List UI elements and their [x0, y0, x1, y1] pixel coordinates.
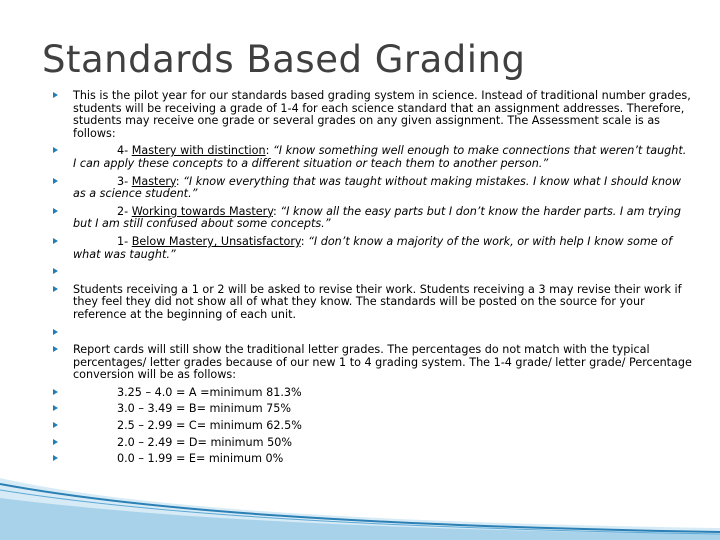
bullet-grade-c — [52, 420, 692, 433]
level-quote: “I know all the easy parts but I don’t know the harder parts. I am trying but I am still confused about some concepts.” — [73, 204, 681, 231]
level-name: Below Mastery, Unsatisfactory — [131, 234, 301, 248]
level-quote: “I know something well enough to make connections that weren’t taught. I can apply these concepts to a different situation or teach them to another person.” — [73, 144, 687, 170]
grade-conversion: 3.0 – 3.49 = B= minimum 75% — [117, 402, 292, 416]
bullet-level-2: 2- Working towards Mastery: “I know all the easy parts but I don’t know the harder parts. I am trying but I am still confused about some concepts.” — [52, 206, 692, 231]
bullet-arrow-icon — [53, 208, 58, 214]
level-name: Working towards Mastery — [131, 204, 274, 218]
level-number: 1- — [117, 234, 129, 248]
bullet-arrow-icon — [53, 439, 58, 445]
bullet-empty — [52, 327, 692, 340]
level-number: 4- — [117, 144, 129, 158]
grade-conversion: 0.0 – 1.99 = E= minimum 0% — [117, 452, 284, 466]
decorative-wave — [0, 450, 720, 540]
bullet-arrow-icon — [53, 405, 58, 411]
bullet-level-1: 1- Below Mastery, Unsatisfactory: “I don’t know a majority of the work, or with help I know some of what was taught.” — [52, 236, 692, 261]
bullet-level-3: 3- Mastery: “I know everything that was taught without making mistakes. I know what I should know as a science student.” — [52, 176, 692, 201]
bullet-level-4: 4- Mastery with distinction: “I know something well enough to make connections that weren’t taught. I can apply these concepts to a different situation or teach them to another person.” — [52, 145, 692, 170]
level-number: 3- — [117, 174, 129, 188]
intro-text: This is the pilot year for our standards based grading system in science. Instead of traditional number grades, students will be receiving a grade of 1-4 for each science standard that an assignment addresses. Therefore, students may receive one grade or several grades on any given assignment. The Assessment scale is as follows: — [73, 89, 691, 140]
level-quote: “I don’t know a majority of the work, or with help I know some of what was taught.” — [73, 234, 673, 261]
bullet-empty — [52, 266, 692, 279]
level-number: 2- — [117, 204, 129, 218]
bullet-arrow-icon — [53, 346, 58, 352]
bullet-arrow-icon — [53, 178, 58, 184]
level-name: Mastery with distinction — [131, 144, 266, 158]
revise-text: Students receiving a 1 or 2 will be asked to revise their work. Students receiving a 3 may revise their work if they feel they did not show all of what they know. The standards will be posted on the source for your reference at the beginning of each unit. — [73, 282, 682, 321]
grade-conversion: 2.5 – 2.99 = C= minimum 62.5% — [117, 419, 302, 433]
level-name: Mastery — [131, 174, 176, 188]
bullet-arrow-icon — [53, 286, 58, 292]
report-text: Report cards will still show the traditional letter grades. The percentages do not match with the typical percentages/ letter grades because of our new 1 to 4 grading system. The 1-4 grade/ letter grade/ Percentage conversion will be as follows: — [73, 343, 692, 382]
bullet-arrow-icon — [53, 92, 58, 98]
bullet-grade-b — [52, 403, 692, 416]
bullet-grade-d — [52, 437, 692, 450]
bullet-revise — [52, 284, 692, 322]
level-quote: “I know everything that was taught without making mistakes. I know what I should know as a science student.” — [73, 174, 682, 201]
bullet-arrow-icon — [53, 329, 58, 335]
bullet-arrow-icon — [53, 238, 58, 244]
bullet-report — [52, 344, 692, 382]
grade-conversion: 2.0 – 2.49 = D= minimum 50% — [117, 435, 292, 449]
grade-conversion: 3.25 – 4.0 = A =minimum 81.3% — [117, 385, 302, 399]
bullet-grade-a — [52, 387, 692, 400]
slide-content — [52, 90, 692, 470]
bullet-arrow-icon — [53, 389, 58, 395]
slide-title: Standards Based Grading — [42, 38, 526, 81]
bullet-arrow-icon — [53, 422, 58, 428]
bullet-intro — [52, 90, 692, 140]
bullet-arrow-icon — [53, 147, 58, 153]
bullet-arrow-icon — [53, 268, 58, 274]
